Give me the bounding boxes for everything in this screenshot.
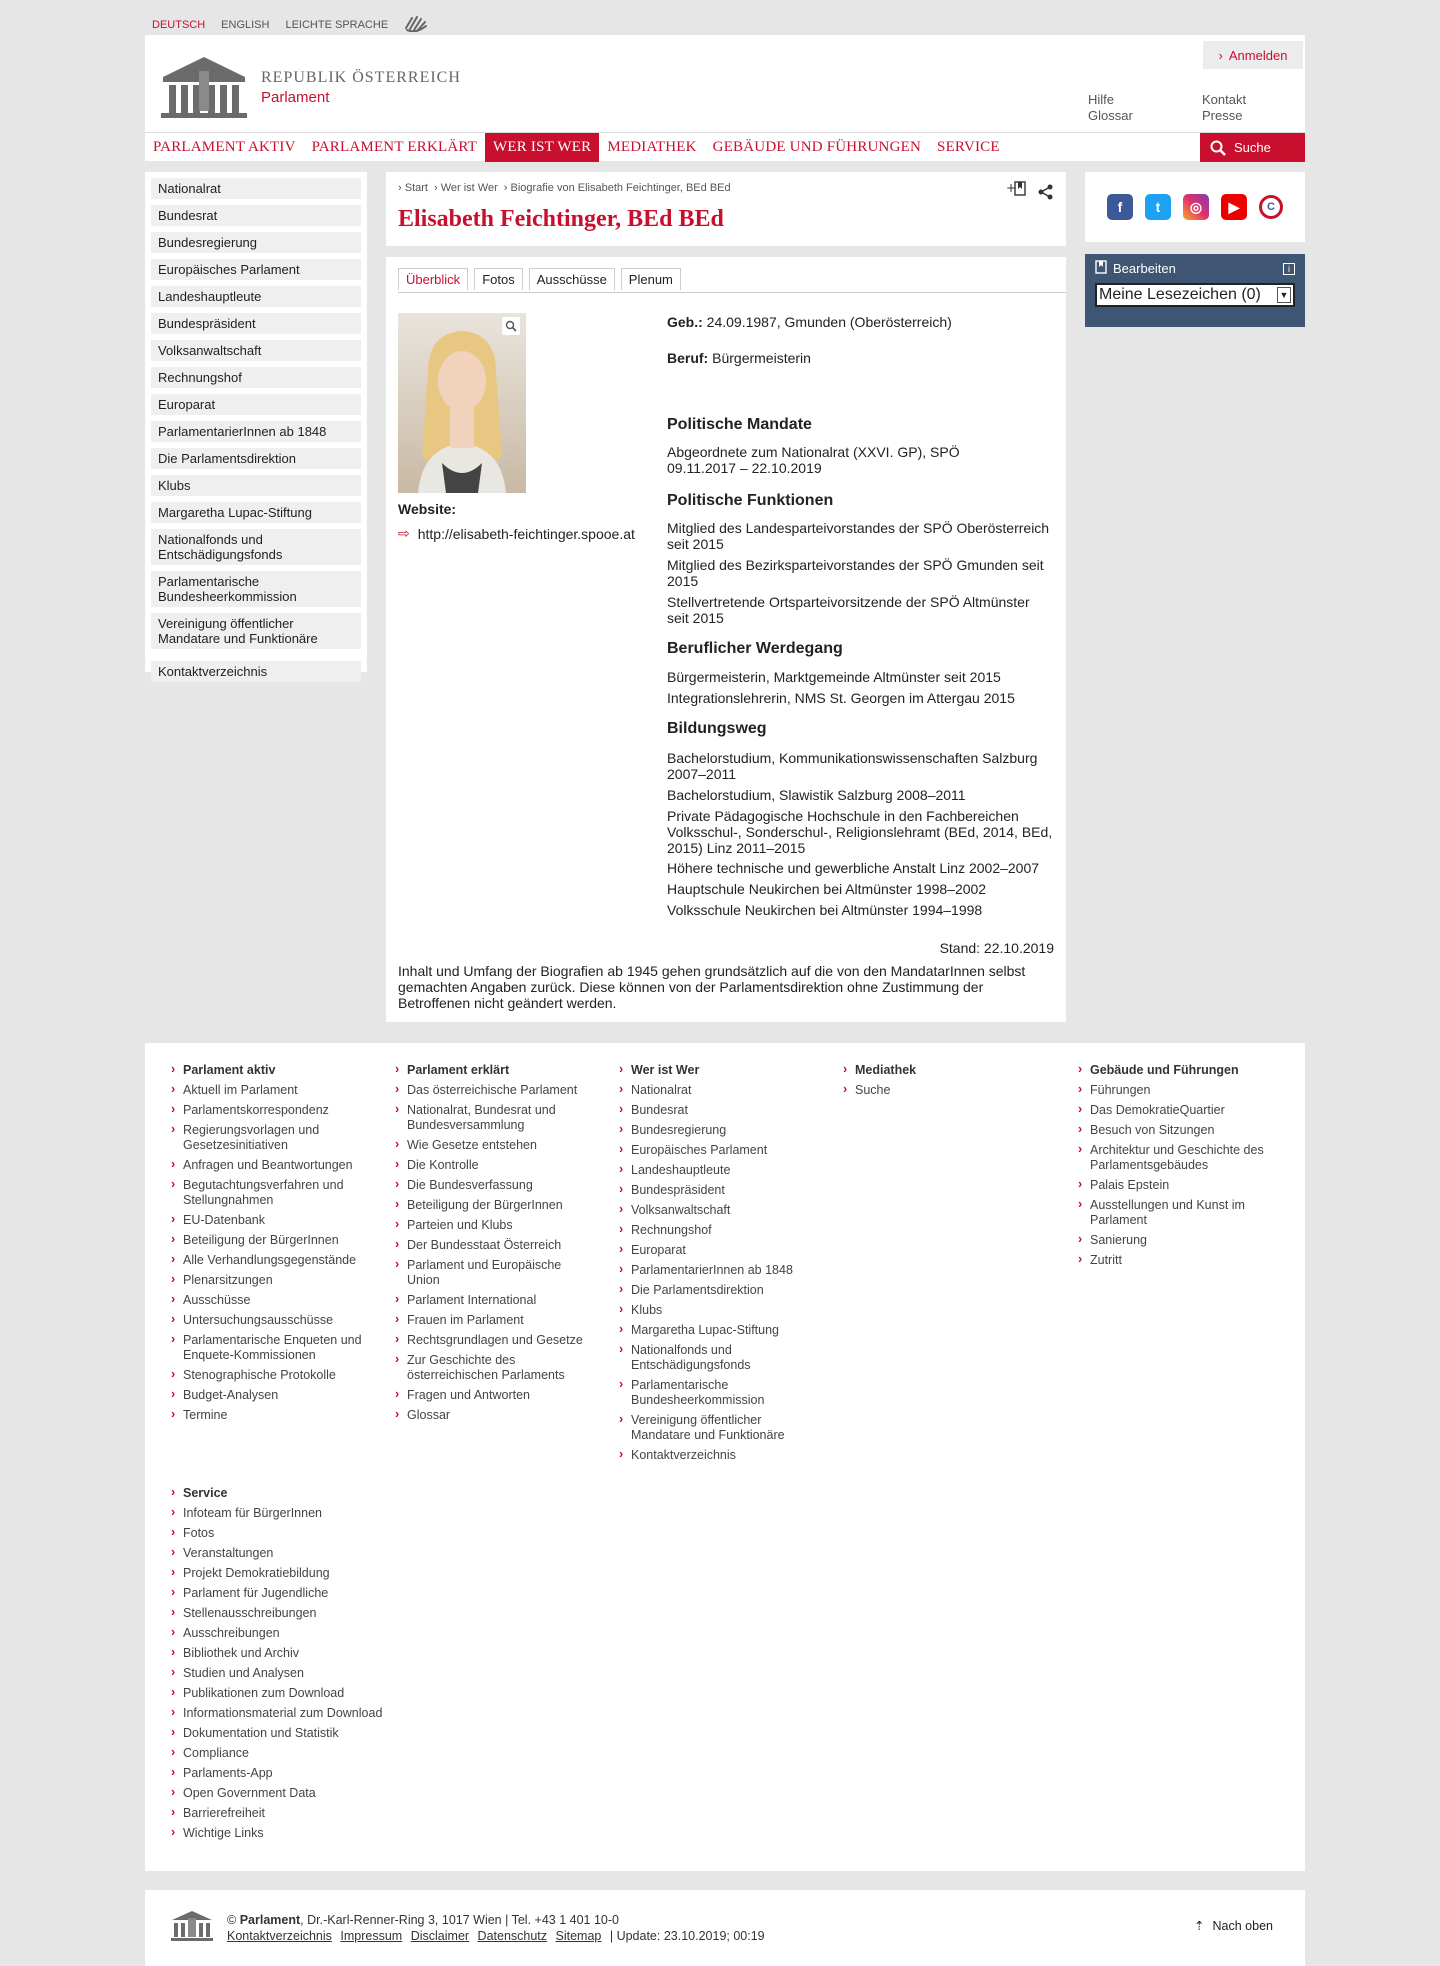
footer-link[interactable]: › Bundespräsident <box>619 1183 794 1198</box>
footer-link[interactable]: › Der Bundesstaat Österreich <box>395 1238 590 1253</box>
website-url: http://elisabeth-feichtinger.spooe.at <box>417 525 635 542</box>
biography-disclaimer: Inhalt und Umfang der Biografien ab 1945 gehen grundsätzlich auf die von den MandatarInnen selbst gemachten Angaben zurück. Diese können von der Parlamentsdirektion ohne Zustimmung der Betroffenen nicht geändert werden. <box>398 963 1026 1011</box>
sidebar-item-lupac-stiftung[interactable]: Margaretha Lupac-Stiftung <box>151 502 361 523</box>
bottom-bar <box>145 1890 1305 1966</box>
sidebar-item-rechnungshof[interactable]: Rechnungshof <box>151 367 361 388</box>
login-button[interactable] <box>1203 41 1303 69</box>
sidebar-item-bundesheerkommission[interactable]: Parlamentarische Bundesheerkommission <box>151 571 361 607</box>
svg-text:+: + <box>1006 181 1017 195</box>
footer-link[interactable]: › Ausschüsse <box>171 1293 371 1308</box>
footer-link[interactable]: › Rechnungshof <box>619 1223 794 1238</box>
footer-link[interactable]: › Parlament für Jugendliche <box>171 1586 401 1601</box>
site-header <box>145 35 1305 132</box>
footer-link[interactable]: › Informationsmaterial zum Download <box>171 1706 401 1721</box>
footer-link[interactable]: › Vereinigung öffentlicher Mandatare und Funktionäre <box>619 1413 794 1443</box>
footer-link[interactable]: › Parlamentskorrespondenz <box>171 1103 371 1118</box>
footer-link[interactable]: › Beteiligung der BürgerInnen <box>395 1198 590 1213</box>
footer-link[interactable]: › Veranstaltungen <box>171 1546 401 1561</box>
tab-plenum[interactable]: Plenum <box>621 268 681 290</box>
footer-link[interactable]: › Die Bundesverfassung <box>395 1178 590 1193</box>
nav-mediathek[interactable]: MEDIATHEK <box>607 138 697 155</box>
footer-link[interactable]: › Bibliothek und Archiv <box>171 1646 401 1661</box>
update-timestamp: | Update: 23.10.2019; 00:19 <box>609 1929 765 1943</box>
sign-language-icon[interactable] <box>404 14 428 35</box>
footer-link[interactable]: › Studien und Analysen <box>171 1666 401 1681</box>
footer-link[interactable]: › Bundesregierung <box>619 1123 794 1138</box>
add-bookmark-icon[interactable] <box>1006 180 1028 201</box>
lang-deutsch[interactable]: DEUTSCH <box>152 18 206 31</box>
footer-link[interactable]: › Projekt Demokratiebildung <box>171 1566 401 1581</box>
language-bar <box>152 14 428 35</box>
footer-link[interactable]: › Ausstellungen und Kunst im Parlament <box>1078 1198 1268 1228</box>
sidebar <box>145 172 367 679</box>
footer-link-sitemap[interactable]: Sitemap <box>555 1929 602 1943</box>
nav-parlament-erklaert[interactable]: PARLAMENT ERKLÄRT <box>311 138 478 155</box>
mandate-entry: Abgeordnete zum Nationalrat (XXVI. GP), SPÖ 09.11.2017 – 22.10.2019 <box>667 444 960 476</box>
sidebar-item-volksanwaltschaft[interactable]: Volksanwaltschaft <box>151 340 361 361</box>
glossary-link[interactable]: Glossar <box>1088 108 1133 123</box>
footer-link[interactable]: › Parteien und Klubs <box>395 1218 590 1233</box>
sidebar-item-klubs[interactable]: Klubs <box>151 475 361 496</box>
occupation-info: Beruf: Bürgermeisterin <box>667 350 811 366</box>
footer-link[interactable]: › Margaretha Lupac-Stiftung <box>619 1323 794 1338</box>
sidebar-item-bundespraesident[interactable]: Bundespräsident <box>151 313 361 334</box>
lang-english[interactable]: ENGLISH <box>221 18 270 31</box>
arrow-up-icon: ⇡ <box>1194 1919 1205 1933</box>
bookmarks-edit[interactable]: Bearbeiten <box>1113 261 1176 276</box>
footer-link[interactable]: › Regierungsvorlagen und Gesetzesinitiativen <box>171 1123 371 1153</box>
nav-wer-ist-wer[interactable]: WER IST WER <box>485 133 599 162</box>
footer-heading[interactable]: › Parlament aktiv <box>171 1063 371 1077</box>
footer-link[interactable]: › Kontaktverzeichnis <box>619 1448 794 1463</box>
sidebar-item-parlamentarierinnen[interactable]: ParlamentarierInnen ab 1848 <box>151 421 361 442</box>
education-entry: Private Pädagogische Hochschule in den Fachbereichen Volksschul-, Sonderschul-, Religionslehramt (BEd, 2014, BEd, 2015) Linz 2011–2015 <box>667 808 1053 856</box>
bookmark-icon <box>1095 260 1107 277</box>
footer-link[interactable]: › Stenographische Protokolle <box>171 1368 371 1383</box>
footer-link[interactable]: › Plenarsitzungen <box>171 1273 371 1288</box>
bookmarks-header <box>1095 260 1295 277</box>
sidebar-item-europarat[interactable]: Europarat <box>151 394 361 415</box>
footer-link[interactable]: › Parlaments-App <box>171 1766 401 1781</box>
youtube-icon[interactable]: ▶ <box>1221 194 1247 220</box>
footer-link[interactable]: › Führungen <box>1078 1083 1268 1098</box>
footer-link[interactable]: › Europarat <box>619 1243 794 1258</box>
function-entry: Mitglied des Landesparteivorstandes der SPÖ Oberösterreich seit 2015 <box>667 520 1050 552</box>
parliament-building-icon <box>159 55 249 119</box>
tab-fotos[interactable]: Fotos <box>474 268 523 290</box>
footer-link[interactable]: › Das DemokratieQuartier <box>1078 1103 1268 1118</box>
website-label: Website: <box>398 501 457 517</box>
biography-panel <box>386 257 1066 1022</box>
logo-subtitle: Parlament <box>261 88 330 106</box>
bookmarks-panel <box>1085 254 1305 327</box>
press-link[interactable]: Presse <box>1202 108 1243 123</box>
education-entry: Hauptschule Neukirchen bei Altmünster 1998–2002 <box>667 881 987 897</box>
footer-link[interactable]: › Untersuchungsausschüsse <box>171 1313 371 1328</box>
footer-link[interactable]: › Open Government Data <box>171 1786 401 1801</box>
tab-divider <box>398 292 1066 293</box>
education-entry: Volksschule Neukirchen bei Altmünster 1994–1998 <box>667 902 983 918</box>
footer-link[interactable]: › Rechtsgrundlagen und Gesetze <box>395 1333 590 1348</box>
footer-sitemap <box>145 1043 1305 1871</box>
education-entry: Bachelorstudium, Kommunikationswissenschaften Salzburg 2007–2011 <box>667 750 1038 782</box>
footer-column-parlament-erklaert <box>395 1063 590 1428</box>
birth-info: Geb.: 24.09.1987, Gmunden (Oberösterreich) <box>667 314 952 330</box>
lang-leichte-sprache[interactable]: LEICHTE SPRACHE <box>285 18 389 31</box>
footer-link-kontaktverzeichnis[interactable]: Kontaktverzeichnis <box>227 1929 332 1943</box>
footer-link[interactable]: › Parlament International <box>395 1293 590 1308</box>
footer-link[interactable]: › Barrierefreiheit <box>171 1806 401 1821</box>
sidebar-item-vereinigung[interactable]: Vereinigung öffentlicher Mandatare und Funktionäre <box>151 613 361 649</box>
logo-title: REPUBLIK ÖSTERREICH <box>261 68 461 86</box>
back-to-top-label: Nach oben <box>1212 1918 1273 1933</box>
page-title: Elisabeth Feichtinger, BEd BEd <box>398 206 724 232</box>
nav-service[interactable]: SERVICE <box>937 138 1000 155</box>
footer-link[interactable]: › Ausschreibungen <box>171 1626 401 1641</box>
footer-link[interactable]: › Palais Epstein <box>1078 1178 1268 1193</box>
parliament-small-logo <box>170 1910 214 1945</box>
footer-link[interactable]: › ParlamentarierInnen ab 1848 <box>619 1263 794 1278</box>
footer-link[interactable]: › Suche <box>843 1083 1013 1098</box>
education-entry: Höhere technische und gewerbliche Anstalt Linz 2002–2007 <box>667 860 1040 876</box>
last-updated: Stand: 22.10.2019 <box>939 940 1054 956</box>
footer-link[interactable]: › Compliance <box>171 1746 401 1761</box>
footer-link[interactable]: › Architektur und Geschichte des Parlamentsgebäudes <box>1078 1143 1268 1173</box>
function-entry: Stellvertretende Ortsparteivorsitzende der SPÖ Altmünster seit 2015 <box>667 594 1030 626</box>
footer-column-gebaeude <box>1078 1063 1268 1273</box>
sidebar-item-parlamentsdirektion[interactable]: Die Parlamentsdirektion <box>151 448 361 469</box>
footer-link[interactable]: › Zutritt <box>1078 1253 1268 1268</box>
footer-link[interactable]: › Parlament und Europäische Union <box>395 1258 590 1288</box>
footer-link[interactable]: › Anfragen und Beantwortungen <box>171 1158 371 1173</box>
twitter-icon[interactable]: t <box>1145 194 1171 220</box>
facebook-icon[interactable]: f <box>1107 194 1133 220</box>
footer-link[interactable]: › Wie Gesetze entstehen <box>395 1138 590 1153</box>
footer-link[interactable]: › Frauen im Parlament <box>395 1313 590 1328</box>
footer-link[interactable]: › Bundesrat <box>619 1103 794 1118</box>
footer-link[interactable]: › Alle Verhandlungsgegenstände <box>171 1253 371 1268</box>
footer-link[interactable]: › Dokumentation und Statistik <box>171 1726 401 1741</box>
tab-ausschuesse[interactable]: Ausschüsse <box>529 268 615 290</box>
footer-link[interactable]: › Glossar <box>395 1408 590 1423</box>
footer-link[interactable]: › Das österreichische Parlament <box>395 1083 590 1098</box>
nav-gebaeude[interactable]: GEBÄUDE UND FÜHRUNGEN <box>712 138 922 155</box>
footer-heading[interactable]: › Service <box>171 1486 401 1500</box>
search-icon <box>1210 140 1226 156</box>
function-entry: Mitglied des Bezirksparteivorstandes der SPÖ Gmunden seit 2015 <box>667 557 1044 589</box>
footer-link[interactable]: › Nationalrat <box>619 1083 794 1098</box>
contact-links <box>1202 92 1246 124</box>
footer-column-wer-ist-wer <box>619 1063 794 1468</box>
nav-parlament-aktiv[interactable]: PARLAMENT AKTIV <box>153 138 296 155</box>
footer-link[interactable]: › Fotos <box>171 1526 401 1541</box>
footer-link[interactable]: › Landeshauptleute <box>619 1163 794 1178</box>
tab-ueberblick[interactable]: Überblick <box>398 268 468 290</box>
footer-column-service <box>171 1486 401 1846</box>
bookmarks-select[interactable] <box>1095 283 1295 307</box>
footer-link[interactable]: › Volksanwaltschaft <box>619 1203 794 1218</box>
footer-link[interactable]: › Infoteam für BürgerInnen <box>171 1506 401 1521</box>
education-entry: Bachelorstudium, Slawistik Salzburg 2008–2011 <box>667 787 966 803</box>
footer-link[interactable]: › Termine <box>171 1408 371 1423</box>
zoom-icon[interactable] <box>502 317 520 335</box>
help-links <box>1088 92 1133 124</box>
breadcrumb-start[interactable]: Start <box>404 182 428 194</box>
search-button[interactable] <box>1200 133 1305 162</box>
portrait-photo[interactable] <box>398 313 526 493</box>
footer-column-mediathek <box>843 1063 1013 1103</box>
sidebar-item-kontaktverzeichnis[interactable]: Kontaktverzeichnis <box>151 661 361 682</box>
footer-link[interactable]: › Stellenausschreibungen <box>171 1606 401 1621</box>
podcast-icon[interactable]: C <box>1259 195 1283 219</box>
footer-link[interactable]: › Nationalrat, Bundesrat und Bundesversammlung <box>395 1103 590 1133</box>
footer-link[interactable]: › Zur Geschichte des österreichischen Parlaments <box>395 1353 590 1383</box>
education-heading: Bildungsweg <box>667 720 767 737</box>
help-link[interactable]: Hilfe <box>1088 92 1115 107</box>
imprint-text: © Parlament, Dr.-Karl-Renner-Ring 3, 1017 Wien | Tel. +43 1 401 10-0 Kontaktverzeichnis Impressum Disclaimer Datenschutz Sitemap | Update: 23.10.2019; 00:19 <box>227 1913 765 1943</box>
chevron-right-icon: › <box>1218 47 1223 63</box>
career-heading: Beruflicher Werdegang <box>667 640 843 657</box>
chevron-down-icon: ▼ <box>1277 287 1291 303</box>
sidebar-item-landeshauptleute[interactable]: Landeshauptleute <box>151 286 361 307</box>
breadcrumb: › Start › Wer ist Wer › Biografie von Elisabeth Feichtinger, BEd BEd <box>398 182 731 194</box>
footer-link[interactable]: › Die Kontrolle <box>395 1158 590 1173</box>
social-media-panel <box>1085 172 1305 242</box>
parliament-logo[interactable] <box>159 55 461 119</box>
career-entry: Integrationslehrerin, NMS St. Georgen im Attergau 2015 <box>667 690 1015 706</box>
footer-link[interactable]: › Klubs <box>619 1303 794 1318</box>
login-label: Anmelden <box>1228 47 1288 63</box>
footer-link[interactable]: › Begutachtungsverfahren und Stellungnahmen <box>171 1178 371 1208</box>
title-panel <box>386 172 1066 246</box>
sidebar-item-nationalrat[interactable]: Nationalrat <box>151 178 361 199</box>
footer-link[interactable]: › Publikationen zum Download <box>171 1686 401 1701</box>
functions-heading: Politische Funktionen <box>667 492 834 509</box>
footer-link[interactable]: › Beteiligung der BürgerInnen <box>171 1233 371 1248</box>
footer-link[interactable]: › EU-Datenbank <box>171 1213 371 1228</box>
instagram-icon[interactable]: ◎ <box>1183 194 1209 220</box>
footer-heading[interactable]: › Mediathek <box>843 1063 1013 1077</box>
share-icon[interactable] <box>1038 184 1054 203</box>
bookmarks-select-value: Meine Lesezeichen (0) <box>1099 286 1261 303</box>
footer-link[interactable]: › Aktuell im Parlament <box>171 1083 371 1098</box>
footer-link[interactable]: › Parlamentarische Bundesheerkommission <box>619 1378 794 1408</box>
breadcrumb-wer-ist-wer[interactable]: Wer ist Wer <box>440 182 498 194</box>
search-label: Suche <box>1234 140 1271 155</box>
sidebar-item-bundesregierung[interactable]: Bundesregierung <box>151 232 361 253</box>
career-entry: Bürgermeisterin, Marktgemeinde Altmünster seit 2015 <box>667 669 1001 685</box>
footer-heading[interactable]: › Wer ist Wer <box>619 1063 794 1077</box>
footer-link[interactable]: › Budget-Analysen <box>171 1388 371 1403</box>
footer-heading[interactable]: › Parlament erklärt <box>395 1063 590 1077</box>
footer-heading[interactable]: › Gebäude und Führungen <box>1078 1063 1268 1077</box>
footer-link[interactable]: › Die Parlamentsdirektion <box>619 1283 794 1298</box>
footer-column-parlament-aktiv <box>171 1063 371 1428</box>
footer-link-datenschutz[interactable]: Datenschutz <box>477 1929 548 1943</box>
sidebar-item-europaeisches-parlament[interactable]: Europäisches Parlament <box>151 259 361 280</box>
external-link-icon: ⇨ <box>398 525 410 541</box>
sidebar-item-nationalfonds[interactable]: Nationalfonds und Entschädigungsfonds <box>151 529 361 565</box>
sidebar-item-bundesrat[interactable]: Bundesrat <box>151 205 361 226</box>
info-icon[interactable]: i <box>1283 263 1295 275</box>
tab-bar <box>398 268 681 290</box>
back-to-top-link[interactable] <box>1194 1918 1273 1933</box>
portrait-image <box>398 313 526 493</box>
footer-link[interactable]: › Nationalfonds und Entschädigungsfonds <box>619 1343 794 1373</box>
footer-link[interactable]: › Besuch von Sitzungen <box>1078 1123 1268 1138</box>
contact-link[interactable]: Kontakt <box>1202 92 1247 107</box>
footer-link-disclaimer[interactable]: Disclaimer <box>410 1929 470 1943</box>
footer-link[interactable]: › Sanierung <box>1078 1233 1268 1248</box>
website-link[interactable] <box>398 525 635 542</box>
footer-link[interactable]: › Europäisches Parlament <box>619 1143 794 1158</box>
footer-link[interactable]: › Wichtige Links <box>171 1826 401 1841</box>
breadcrumb-current: Biografie von Elisabeth Feichtinger, BEd BEd <box>510 182 731 194</box>
footer-link[interactable]: › Fragen und Antworten <box>395 1388 590 1403</box>
main-navigation <box>145 132 1305 161</box>
mandates-heading: Politische Mandate <box>667 416 812 433</box>
footer-link[interactable]: › Parlamentarische Enqueten und Enquete-Kommissionen <box>171 1333 371 1363</box>
footer-link-impressum[interactable]: Impressum <box>340 1929 403 1943</box>
